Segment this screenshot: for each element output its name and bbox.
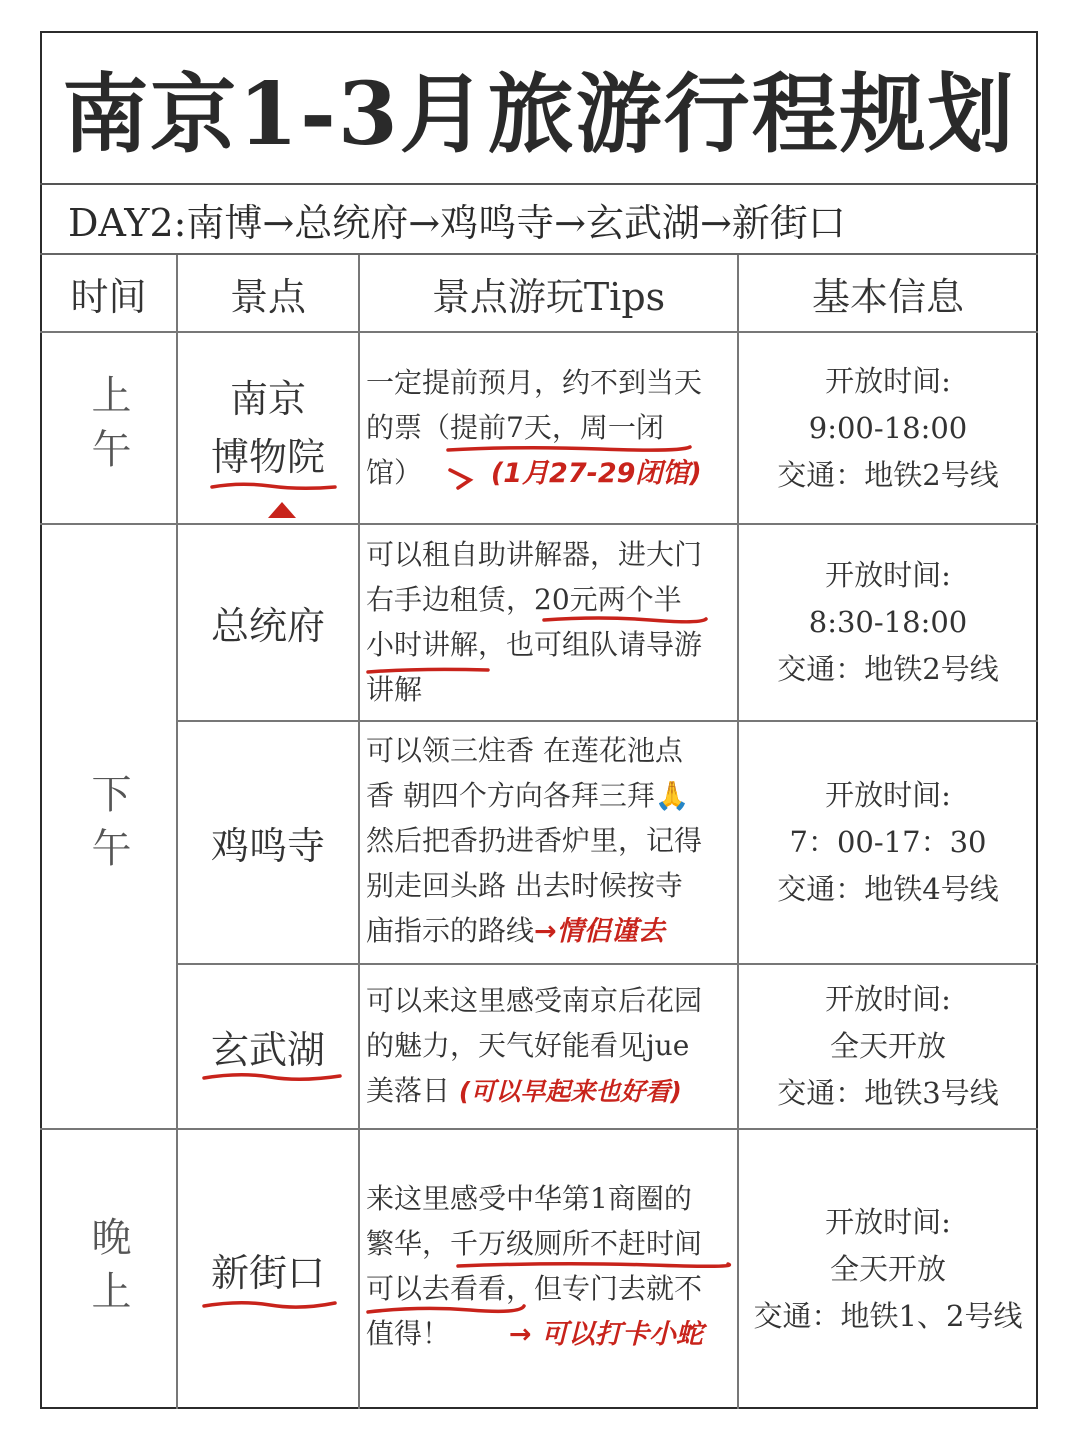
spot-name-line2: 博物院 [210,435,325,479]
spot-presidential-palace: 总统府 [210,604,325,648]
transport: 交通：地铁1、2号线 [753,1299,1023,1333]
open-time-label: 开放时间: [825,778,951,812]
tips-line: 来这里感受中华第1商圈的 [366,1182,692,1215]
transport: 交通：地铁4号线 [777,872,999,906]
tips-line: 然后把香扔进香炉里，记得 [366,824,703,857]
tips-line-text: 美落日 [366,1074,451,1107]
triangle-marker [268,502,296,518]
tips-line-text: 值得！ [366,1317,451,1350]
open-hours: 全天开放 [829,1252,946,1286]
underline-museum [212,484,335,488]
spot-xuanwu-lake: 玄武湖 [210,1028,325,1072]
transport: 交通：地铁2号线 [777,457,999,492]
open-time-label: 开放时间: [825,558,951,592]
header-tips: 景点游玩Tips [431,275,666,319]
handwritten-note: (可以早起来也好看) [458,1077,682,1106]
handwritten-note: →情侣谨去 [534,916,665,947]
tips-line: 可以租自助讲解器，进大门 [366,538,703,571]
underline-xuanwu [204,1075,340,1080]
spot-name-line1: 南京 [229,377,306,421]
tips-line-text: 庙指示的路线 [366,914,535,947]
transport: 交通：地铁2号线 [777,652,999,686]
tips-line: 讲解 [366,673,423,706]
tips-line: 小时讲解，也可组队请导游 [366,628,703,661]
handwritten-note: (1月27-29闭馆) [490,458,702,489]
underline-toilet [458,1264,729,1267]
spot-xinjiekou: 新街口 [210,1251,325,1295]
underline-guide-price-2 [368,669,488,672]
period-morning: 上午 [85,374,131,482]
tips-line: 的票（提前7天，周一闭 [366,411,664,444]
transport: 交通：地铁3号线 [777,1076,999,1110]
header-info: 基本信息 [811,275,964,319]
open-hours: 7：00-17：30 [789,825,987,859]
tips-line: 的魅力，天气好能看见jue [366,1029,690,1062]
underline-guide-price [544,618,706,622]
tips-line: 可以来这里感受南京后花园 [366,984,703,1017]
tips-line: 繁华，千万级厕所不赶时间 [366,1227,703,1260]
tips-line: 可以去看看，但专门去就不 [366,1272,703,1305]
tips-line: 别走回头路 出去时候按寺 [366,869,683,902]
period-evening: 晚上 [85,1215,131,1324]
open-time-label: 开放时间: [825,363,951,398]
header-spot: 景点 [229,275,306,319]
open-time-label: 开放时间: [825,982,951,1016]
underline-worth-visit [368,1306,524,1312]
open-hours: 全天开放 [829,1029,946,1063]
page-title: 南京1-3月旅游行程规划 [40,31,1038,185]
tips-line: 可以领三炷香 在莲花池点 [366,734,683,767]
route-line: DAY2:南博→总统府→鸡鸣寺→玄武湖→新街口 [40,185,1038,255]
open-time-label: 开放时间: [825,1205,951,1239]
open-hours: 9:00-18:00 [808,410,968,445]
header-time: 时间 [70,275,147,319]
underline-advance-booking [448,447,690,450]
tips-line-text: 馆） [366,456,423,489]
handwritten-note: → 可以打卡小蛇 [508,1319,703,1350]
tips-line: 香 朝四个方向各拜三拜🙏 [366,779,690,812]
tips-line: 右手边租赁，20元两个半 [366,583,682,616]
arrow-to-note [450,470,470,488]
period-afternoon: 下午 [85,772,131,881]
spot-jiming-temple: 鸡鸣寺 [210,824,325,868]
underline-xinjiekou [204,1303,335,1307]
open-hours: 8:30-18:00 [808,605,968,639]
tips-line: 一定提前预月，约不到当天 [366,366,703,399]
